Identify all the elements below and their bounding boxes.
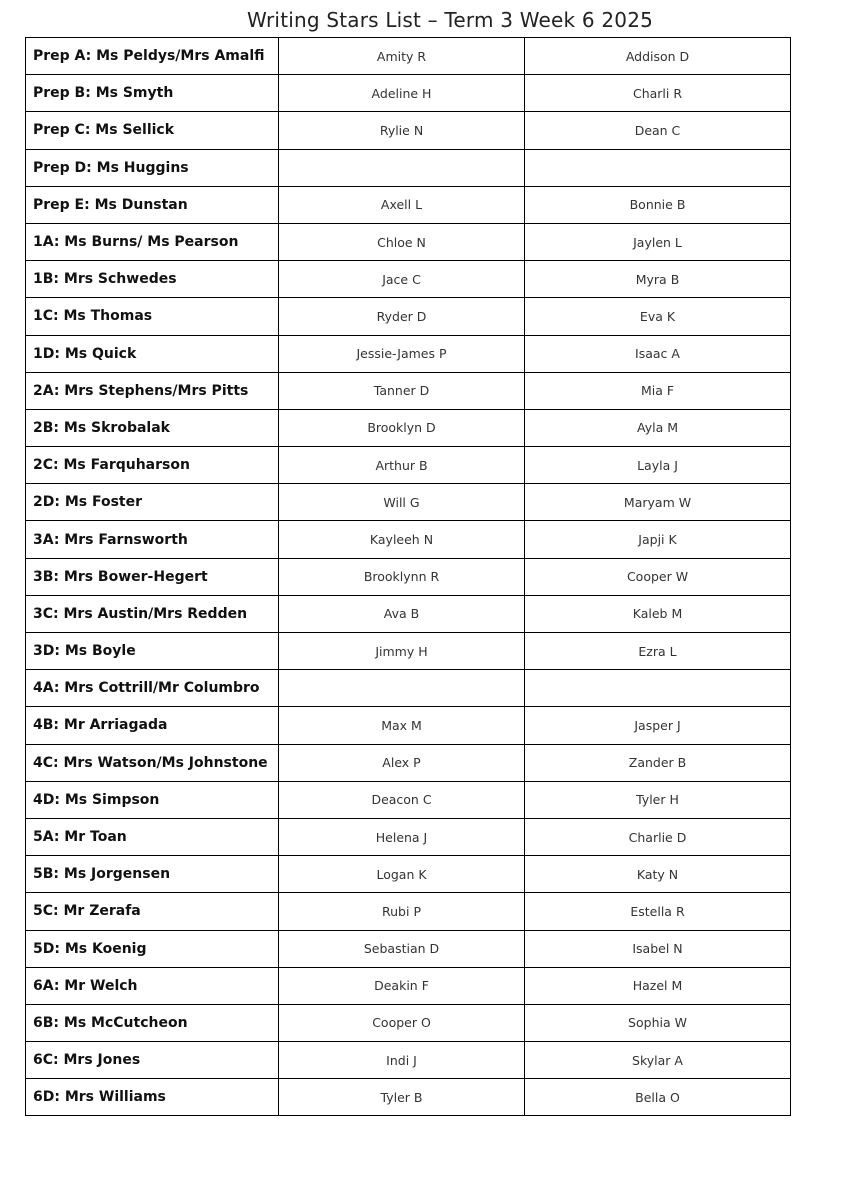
- class-teacher-cell: Prep E: Ms Dunstan: [26, 186, 279, 223]
- table-row: [26, 1042, 791, 1079]
- student-two-cell: Myra B: [525, 261, 791, 298]
- class-teacher-cell: Prep A: Ms Peldys/Mrs Amalfi: [26, 38, 279, 75]
- class-teacher-cell: Prep D: Ms Huggins: [26, 149, 279, 186]
- table-row: [26, 298, 791, 335]
- class-teacher-cell: 4D: Ms Simpson: [26, 781, 279, 818]
- student-two-cell: Isabel N: [525, 930, 791, 967]
- student-one-cell: Indi J: [279, 1042, 525, 1079]
- class-teacher-cell: 2B: Ms Skrobalak: [26, 409, 279, 446]
- table-row: [26, 372, 791, 409]
- student-two-cell: Kaleb M: [525, 595, 791, 632]
- table-row: [26, 186, 791, 223]
- student-one-cell: Helena J: [279, 818, 525, 855]
- table-row: [26, 261, 791, 298]
- class-teacher-cell: 2C: Ms Farquharson: [26, 447, 279, 484]
- class-teacher-cell: 5B: Ms Jorgensen: [26, 856, 279, 893]
- student-two-cell: Bella O: [525, 1079, 791, 1116]
- student-two-cell: Ezra L: [525, 633, 791, 670]
- table-row: [26, 558, 791, 595]
- table-row: [26, 930, 791, 967]
- table-row: [26, 335, 791, 372]
- student-one-cell: Amity R: [279, 38, 525, 75]
- student-two-cell: Bonnie B: [525, 186, 791, 223]
- student-two-cell: Jaylen L: [525, 223, 791, 260]
- student-one-cell: Adeline H: [279, 75, 525, 112]
- table-row: [26, 521, 791, 558]
- table-row: [26, 781, 791, 818]
- table-row: [26, 1079, 791, 1116]
- student-two-cell: Ayla M: [525, 409, 791, 446]
- class-teacher-cell: 1B: Mrs Schwedes: [26, 261, 279, 298]
- class-teacher-cell: 4B: Mr Arriagada: [26, 707, 279, 744]
- class-teacher-cell: 3A: Mrs Farnsworth: [26, 521, 279, 558]
- student-one-cell: Jessie-James P: [279, 335, 525, 372]
- table-row: [26, 409, 791, 446]
- table-row: [26, 484, 791, 521]
- student-two-cell: Jasper J: [525, 707, 791, 744]
- table-row: [26, 1004, 791, 1041]
- table-row: [26, 149, 791, 186]
- student-one-cell: [279, 149, 525, 186]
- class-teacher-cell: 6B: Ms McCutcheon: [26, 1004, 279, 1041]
- student-two-cell: [525, 149, 791, 186]
- class-teacher-cell: 6D: Mrs Williams: [26, 1079, 279, 1116]
- student-one-cell: Jace C: [279, 261, 525, 298]
- student-one-cell: Brooklyn D: [279, 409, 525, 446]
- student-one-cell: Arthur B: [279, 447, 525, 484]
- student-one-cell: Logan K: [279, 856, 525, 893]
- table-body: [26, 38, 791, 1116]
- student-two-cell: Dean C: [525, 112, 791, 149]
- student-one-cell: Deakin F: [279, 967, 525, 1004]
- table-row: [26, 112, 791, 149]
- student-two-cell: Addison D: [525, 38, 791, 75]
- student-one-cell: Jimmy H: [279, 633, 525, 670]
- student-two-cell: Eva K: [525, 298, 791, 335]
- student-one-cell: Will G: [279, 484, 525, 521]
- table-row: [26, 707, 791, 744]
- table-row: [26, 595, 791, 632]
- student-one-cell: Chloe N: [279, 223, 525, 260]
- student-one-cell: Rylie N: [279, 112, 525, 149]
- class-teacher-cell: 2D: Ms Foster: [26, 484, 279, 521]
- student-two-cell: Sophia W: [525, 1004, 791, 1041]
- student-one-cell: [279, 670, 525, 707]
- table-row: [26, 633, 791, 670]
- student-two-cell: Cooper W: [525, 558, 791, 595]
- student-two-cell: Katy N: [525, 856, 791, 893]
- page-title: Writing Stars List – Term 3 Week 6 2025: [246, 8, 654, 32]
- class-teacher-cell: 1A: Ms Burns/ Ms Pearson: [26, 223, 279, 260]
- class-teacher-cell: 2A: Mrs Stephens/Mrs Pitts: [26, 372, 279, 409]
- student-one-cell: Kayleeh N: [279, 521, 525, 558]
- class-teacher-cell: 3B: Mrs Bower-Hegert: [26, 558, 279, 595]
- class-teacher-cell: Prep B: Ms Smyth: [26, 75, 279, 112]
- table-row: [26, 967, 791, 1004]
- student-two-cell: Layla J: [525, 447, 791, 484]
- student-two-cell: [525, 670, 791, 707]
- class-teacher-cell: Prep C: Ms Sellick: [26, 112, 279, 149]
- table-row: [26, 223, 791, 260]
- class-teacher-cell: 1D: Ms Quick: [26, 335, 279, 372]
- table-row: [26, 893, 791, 930]
- student-two-cell: Charlie D: [525, 818, 791, 855]
- class-teacher-cell: 5A: Mr Toan: [26, 818, 279, 855]
- student-two-cell: Maryam W: [525, 484, 791, 521]
- class-teacher-cell: 1C: Ms Thomas: [26, 298, 279, 335]
- class-teacher-cell: 5C: Mr Zerafa: [26, 893, 279, 930]
- student-two-cell: Tyler H: [525, 781, 791, 818]
- student-one-cell: Ava B: [279, 595, 525, 632]
- student-one-cell: Alex P: [279, 744, 525, 781]
- student-one-cell: Brooklynn R: [279, 558, 525, 595]
- table-row: [26, 447, 791, 484]
- student-two-cell: Hazel M: [525, 967, 791, 1004]
- class-teacher-cell: 6A: Mr Welch: [26, 967, 279, 1004]
- writing-stars-table: [25, 37, 791, 1116]
- class-teacher-cell: 6C: Mrs Jones: [26, 1042, 279, 1079]
- table-row: [26, 670, 791, 707]
- student-two-cell: Skylar A: [525, 1042, 791, 1079]
- student-two-cell: Charli R: [525, 75, 791, 112]
- student-one-cell: Cooper O: [279, 1004, 525, 1041]
- table-row: [26, 856, 791, 893]
- class-teacher-cell: 4C: Mrs Watson/Ms Johnstone: [26, 744, 279, 781]
- student-one-cell: Rubi P: [279, 893, 525, 930]
- student-two-cell: Zander B: [525, 744, 791, 781]
- student-one-cell: Tyler B: [279, 1079, 525, 1116]
- table-row: [26, 744, 791, 781]
- student-two-cell: Estella R: [525, 893, 791, 930]
- class-teacher-cell: 4A: Mrs Cottrill/Mr Columbro: [26, 670, 279, 707]
- class-teacher-cell: 3D: Ms Boyle: [26, 633, 279, 670]
- student-one-cell: Deacon C: [279, 781, 525, 818]
- student-one-cell: Tanner D: [279, 372, 525, 409]
- student-two-cell: Isaac A: [525, 335, 791, 372]
- student-two-cell: Mia F: [525, 372, 791, 409]
- student-one-cell: Max M: [279, 707, 525, 744]
- table-row: [26, 38, 791, 75]
- class-teacher-cell: 5D: Ms Koenig: [26, 930, 279, 967]
- table-row: [26, 818, 791, 855]
- class-teacher-cell: 3C: Mrs Austin/Mrs Redden: [26, 595, 279, 632]
- student-one-cell: Sebastian D: [279, 930, 525, 967]
- table-row: [26, 75, 791, 112]
- student-two-cell: Japji K: [525, 521, 791, 558]
- student-one-cell: Axell L: [279, 186, 525, 223]
- student-one-cell: Ryder D: [279, 298, 525, 335]
